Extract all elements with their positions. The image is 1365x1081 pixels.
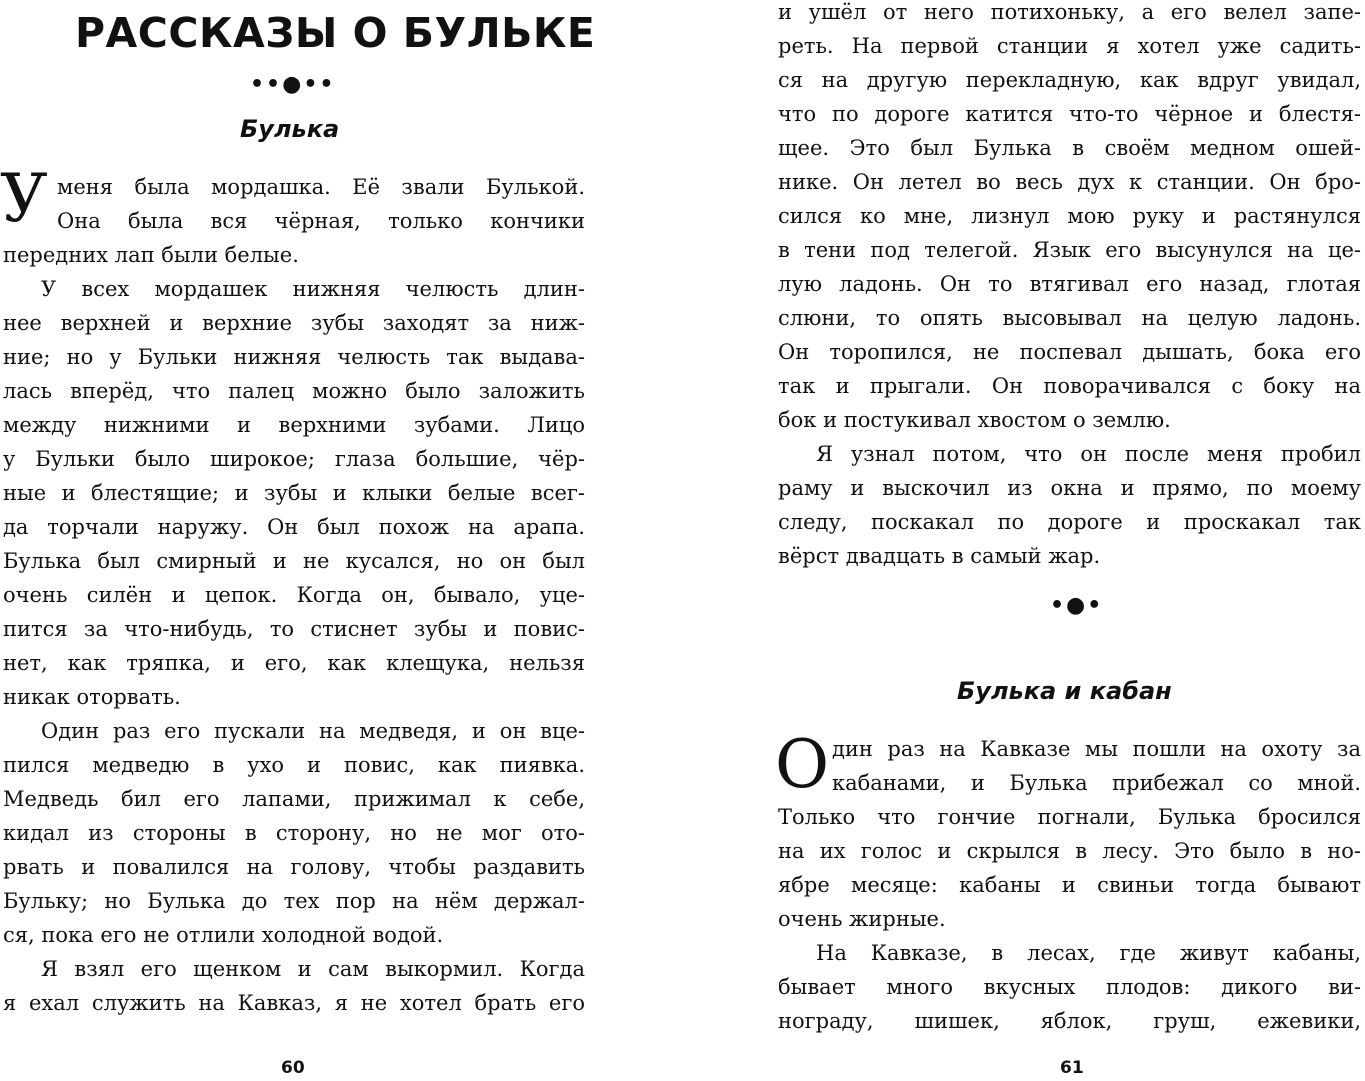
text-line: очень силён и цепок. Когда он, бывало, уце- bbox=[3, 583, 585, 607]
text-line: щее. Это был Булька в своём медном ошей- bbox=[778, 136, 1361, 160]
text-line: дин раз на Кавказе мы пошли на охоту за bbox=[832, 737, 1361, 761]
text-line: между нижними и верхними зубами. Лицо bbox=[3, 413, 585, 437]
drop-cap: О bbox=[775, 726, 830, 803]
text-line: вёрст двадцать в самый жар. bbox=[778, 544, 1101, 568]
right-page bbox=[775, 0, 1362, 1081]
text-line: Бульку; но Булька до тех пор на нём держал- bbox=[3, 889, 585, 913]
text-line: в тени под телегой. Язык его высунулся на це- bbox=[778, 238, 1361, 262]
text-line: на их голос и скрылся в лесу. Это было в но- bbox=[778, 839, 1361, 863]
text-line: передних лап были белые. bbox=[3, 243, 299, 267]
left-page-text bbox=[3, 170, 585, 1020]
right-page-text-top bbox=[778, 0, 1361, 573]
story-title-bulka-and-boar: Булька и кабан bbox=[957, 677, 1172, 705]
text-line: кабанами, и Булька прибежал со мной. bbox=[832, 771, 1361, 795]
text-line: нограду, шишек, яблок, груш, ежевики, bbox=[778, 1009, 1361, 1033]
text-line: ся, пока его не отлили холодной водой. bbox=[3, 923, 444, 947]
text-line: ные и блестящие; и зубы и клыки белые всег- bbox=[3, 481, 585, 505]
text-line: ябре месяце: кабаны и свиньи тогда бывают bbox=[778, 873, 1361, 897]
text-line: и ушёл от него потихоньку, а его велел запе- bbox=[778, 0, 1361, 24]
text-line: что по дороге катится что-то чёрное и блестя- bbox=[778, 102, 1361, 126]
text-line: меня была мордашка. Её звали Булькой. bbox=[57, 175, 585, 199]
page-number: 61 bbox=[1060, 1058, 1084, 1078]
text-line: очень жирные. bbox=[778, 907, 946, 931]
text-line: На Кавказе, в лесах, где живут кабаны, bbox=[816, 941, 1361, 965]
text-line: Только что гончие погнали, Булька бросился bbox=[778, 805, 1361, 829]
text-line: ся на другую перекладную, как вдруг увидал, bbox=[778, 68, 1361, 92]
text-line: пится за что-нибудь, то стиснет зубы и повис- bbox=[3, 617, 585, 641]
ornament: •●• bbox=[1050, 593, 1104, 618]
text-line: пился медведю в ухо и повис, как пиявка. bbox=[3, 753, 585, 777]
text-line: нее верхней и верхние зубы заходят за ниж- bbox=[3, 311, 585, 335]
right-page-text-bottom bbox=[778, 732, 1361, 1038]
text-line: Она была вся чёрная, только кончики bbox=[57, 209, 585, 233]
text-line: Он торопился, не поспевал дышать, бока его bbox=[778, 340, 1361, 364]
text-line: слюни, то опять высовывал на целую ладонь. bbox=[778, 306, 1361, 330]
text-line: Я взял его щенком и сам выкормил. Когда bbox=[41, 957, 585, 981]
ornament: ••●•• bbox=[250, 72, 336, 97]
text-line: кидал из стороны в сторону, но не мог ото- bbox=[3, 821, 585, 845]
page-number: 60 bbox=[281, 1058, 305, 1078]
text-line: следу, поскакал по дороге и проскакал так bbox=[778, 510, 1361, 534]
left-page bbox=[0, 0, 596, 1081]
text-line: лась вперёд, что палец можно было заложить bbox=[3, 379, 585, 403]
text-line: сился ко мне, лизнул мою руку и растянулся bbox=[778, 204, 1361, 228]
text-line: Булька был смирный и не кусался, но он был bbox=[3, 549, 585, 573]
story-title-bulka: Булька bbox=[240, 115, 340, 143]
text-line: лую ладонь. Он то втягивал его назад, глотая bbox=[778, 272, 1361, 296]
text-line: никак оторвать. bbox=[3, 685, 181, 709]
section-title: РАССКАЗЫ О БУЛЬКЕ bbox=[75, 9, 596, 57]
text-line: я ехал служить на Кавказ, я не хотел брать его bbox=[3, 991, 585, 1015]
text-line: У всех мордашек нижняя челюсть длин- bbox=[41, 277, 585, 301]
text-line: бывает много вкусных плодов: дикого ви- bbox=[778, 975, 1361, 999]
text-line: нет, как тряпка, и его, как клещука, нельзя bbox=[3, 651, 585, 675]
text-line: раму и выскочил из окна и прямо, по моему bbox=[778, 476, 1361, 500]
text-line: ние; но у Бульки нижняя челюсть так выдава- bbox=[3, 345, 585, 369]
text-line: у Бульки было широкое; глаза большие, чёр- bbox=[3, 447, 585, 471]
text-line: да торчали наружу. Он был похож на арапа. bbox=[3, 515, 585, 539]
text-line: рвать и повалился на голову, чтобы раздавить bbox=[3, 855, 585, 879]
drop-cap: У bbox=[0, 160, 48, 237]
text-line: бок и постукивал хвостом о землю. bbox=[778, 408, 1171, 432]
text-line: Один раз его пускали на медведя, и он вце- bbox=[41, 719, 585, 743]
text-line: Я узнал потом, что он после меня пробил bbox=[816, 442, 1361, 466]
text-line: Медведь бил его лапами, прижимал к себе, bbox=[3, 787, 585, 811]
text-line: реть. На первой станции я хотел уже садить- bbox=[778, 34, 1361, 58]
text-line: так и прыгали. Он поворачивался с боку на bbox=[778, 374, 1361, 398]
text-line: нике. Он летел во весь дух к станции. Он бро- bbox=[778, 170, 1361, 194]
